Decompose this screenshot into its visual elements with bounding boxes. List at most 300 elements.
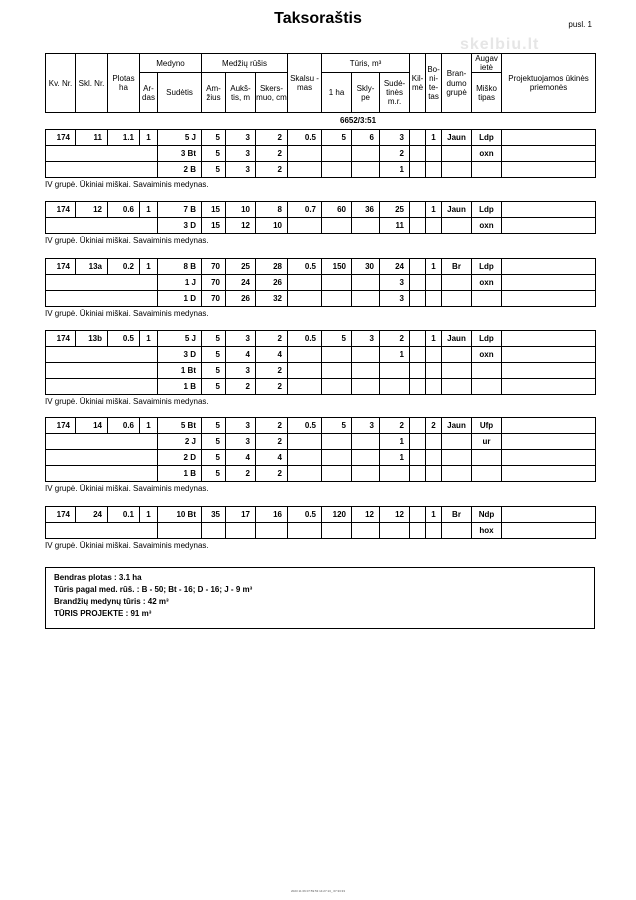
table-cell: 2	[380, 146, 410, 162]
table-cell: 3	[226, 146, 256, 162]
table-cell: 2	[256, 363, 288, 379]
summary-volume-by-species: Tūris pagal med. rūš. : B - 50; Bt - 16; D - 16; J - 9 m³	[54, 585, 253, 594]
table-cell	[322, 347, 352, 363]
header-plotas: Plotas ha	[108, 54, 140, 113]
table-cell: Jaun	[442, 418, 472, 434]
stand-table	[45, 330, 596, 395]
table-cell: 0.5	[288, 259, 322, 275]
table-cell	[442, 275, 472, 291]
table-cell	[288, 434, 322, 450]
table-cell	[426, 291, 442, 307]
table-cell: 5	[202, 347, 226, 363]
stand-table	[45, 417, 596, 482]
table-cell: 11	[76, 130, 108, 146]
table-cell: Ldp	[472, 259, 502, 275]
table-cell: 5	[202, 331, 226, 347]
table-row	[46, 218, 596, 234]
table-cell: 24	[76, 507, 108, 523]
table-cell: 2	[380, 331, 410, 347]
table-cell	[46, 162, 158, 178]
table-cell	[502, 146, 596, 162]
table-row	[46, 523, 596, 539]
table-cell	[410, 218, 426, 234]
table-cell: 5 Bt	[158, 418, 202, 434]
table-cell	[410, 523, 426, 539]
table-cell	[502, 202, 596, 218]
table-cell: 1	[380, 434, 410, 450]
table-cell	[410, 507, 426, 523]
stand-block	[45, 258, 596, 318]
table-cell	[380, 379, 410, 395]
table-cell: 12	[380, 507, 410, 523]
table-cell: 2	[226, 379, 256, 395]
table-cell: 3	[226, 363, 256, 379]
table-cell: 5	[202, 146, 226, 162]
table-cell: 1	[140, 259, 158, 275]
table-cell: 5	[202, 466, 226, 482]
table-cell: 28	[256, 259, 288, 275]
table-cell	[352, 379, 380, 395]
table-cell	[288, 466, 322, 482]
table-cell: 5	[202, 434, 226, 450]
table-cell: 1	[426, 331, 442, 347]
table-cell: 5	[202, 363, 226, 379]
table-cell: 2	[256, 162, 288, 178]
table-cell: 5	[322, 418, 352, 434]
table-row	[46, 275, 596, 291]
table-cell: 1	[140, 331, 158, 347]
table-cell	[442, 347, 472, 363]
stand-table	[45, 129, 596, 178]
table-cell	[380, 523, 410, 539]
table-cell: 1	[140, 507, 158, 523]
table-cell	[502, 450, 596, 466]
table-cell: 174	[46, 418, 76, 434]
table-cell	[410, 162, 426, 178]
table-cell	[46, 434, 158, 450]
table-cell: 4	[256, 347, 288, 363]
table-cell	[46, 347, 158, 363]
table-cell: 1	[140, 130, 158, 146]
stand-note: IV grupė. Ūkiniai miškai. Savaiminis medynas.	[45, 397, 209, 406]
table-cell: 5	[202, 379, 226, 395]
table-cell	[46, 275, 158, 291]
table-cell: 3	[380, 130, 410, 146]
table-cell	[352, 146, 380, 162]
table-cell: 0.1	[108, 507, 140, 523]
table-cell: 1 D	[158, 291, 202, 307]
table-cell: 174	[46, 259, 76, 275]
table-cell	[442, 523, 472, 539]
table-cell	[472, 291, 502, 307]
table-cell	[442, 291, 472, 307]
table-cell	[502, 466, 596, 482]
table-cell: 8 B	[158, 259, 202, 275]
table-cell	[322, 363, 352, 379]
table-cell: 17	[226, 507, 256, 523]
table-cell	[410, 259, 426, 275]
table-cell: 10	[226, 202, 256, 218]
table-cell	[410, 331, 426, 347]
table-cell	[502, 418, 596, 434]
table-cell	[288, 146, 322, 162]
table-cell	[322, 434, 352, 450]
table-cell: 5 J	[158, 331, 202, 347]
header-skersmuo: Skers- muo, cm	[256, 73, 288, 113]
table-cell: 120	[322, 507, 352, 523]
table-cell: 1.1	[108, 130, 140, 146]
table-cell: 0.6	[108, 202, 140, 218]
stand-block	[45, 129, 596, 189]
table-cell	[352, 523, 380, 539]
table-row	[46, 291, 596, 307]
table-cell	[46, 450, 158, 466]
table-cell: 13a	[76, 259, 108, 275]
table-cell: 5	[202, 162, 226, 178]
table-cell	[410, 418, 426, 434]
header-medyno: Medyno	[140, 54, 202, 73]
table-cell: 1 Bt	[158, 363, 202, 379]
header-aukstis: Aukš- tis, m	[226, 73, 256, 113]
header-sudetis: Sudėtis	[158, 73, 202, 113]
table-cell: 0.5	[288, 130, 322, 146]
header-bonitetas: Bo- ni- te- tas	[426, 54, 442, 113]
table-row	[46, 347, 596, 363]
table-cell: 15	[202, 202, 226, 218]
table-cell	[442, 379, 472, 395]
header-kv: Kv. Nr.	[46, 54, 76, 113]
stand-block	[45, 330, 596, 406]
table-cell	[46, 218, 158, 234]
table-cell: 15	[202, 218, 226, 234]
table-cell: 1	[380, 450, 410, 466]
watermark-text: skelbiu.lt	[460, 36, 540, 53]
table-cell	[442, 434, 472, 450]
table-cell	[426, 450, 442, 466]
header-augaviete: Augav ietė	[472, 54, 502, 73]
table-cell: 36	[352, 202, 380, 218]
table-cell: 3	[226, 162, 256, 178]
table-cell	[442, 146, 472, 162]
table-cell	[322, 450, 352, 466]
table-cell: Jaun	[442, 202, 472, 218]
table-cell: Br	[442, 507, 472, 523]
header-turis: Tūris, m³	[322, 54, 410, 73]
table-cell	[410, 202, 426, 218]
table-cell: hox	[472, 523, 502, 539]
stand-note: IV grupė. Ūkiniai miškai. Savaiminis medynas.	[45, 309, 209, 318]
table-cell: 0.5	[288, 331, 322, 347]
table-cell: 12	[226, 218, 256, 234]
table-cell: 3	[226, 130, 256, 146]
table-cell: 12	[76, 202, 108, 218]
table-row	[46, 379, 596, 395]
table-cell	[426, 146, 442, 162]
header-ardas: Ar- das	[140, 73, 158, 113]
table-header	[45, 53, 596, 113]
table-cell: 0.5	[108, 331, 140, 347]
table-cell	[442, 466, 472, 482]
header-skalsumas: Skalsu - mas	[288, 54, 322, 113]
table-cell	[226, 523, 256, 539]
header-1ha: 1 ha	[322, 73, 352, 113]
table-row	[46, 202, 596, 218]
table-cell	[502, 275, 596, 291]
table-cell	[426, 434, 442, 450]
table-cell: 0.7	[288, 202, 322, 218]
table-cell: 3 D	[158, 218, 202, 234]
table-cell	[502, 218, 596, 234]
table-cell	[46, 291, 158, 307]
table-cell	[352, 434, 380, 450]
table-cell	[380, 466, 410, 482]
table-cell	[442, 162, 472, 178]
header-misko-tipas: Miško tipas	[472, 73, 502, 113]
table-cell	[426, 363, 442, 379]
stand-note: IV grupė. Ūkiniai miškai. Savaiminis medynas.	[45, 484, 209, 493]
table-cell	[502, 291, 596, 307]
table-cell: 174	[46, 331, 76, 347]
table-cell	[442, 218, 472, 234]
table-cell: 1	[140, 202, 158, 218]
table-cell	[288, 218, 322, 234]
table-cell	[410, 450, 426, 466]
table-cell	[380, 363, 410, 379]
table-cell: 14	[76, 418, 108, 434]
summary-project-volume: TŪRIS PROJEKTE : 91 m³	[54, 609, 152, 618]
table-cell	[352, 275, 380, 291]
table-cell: 4	[226, 450, 256, 466]
table-cell	[322, 275, 352, 291]
table-cell: 2	[226, 466, 256, 482]
table-cell: 70	[202, 259, 226, 275]
table-cell: 3	[226, 434, 256, 450]
table-cell: 5	[202, 450, 226, 466]
table-cell	[472, 466, 502, 482]
table-cell: 1	[426, 259, 442, 275]
table-cell	[410, 146, 426, 162]
summary-box	[45, 567, 595, 629]
table-cell	[46, 379, 158, 395]
table-cell	[502, 347, 596, 363]
header-kilme: Kil- mė	[410, 54, 426, 113]
table-cell	[410, 347, 426, 363]
chapter-code: 6652/3:51	[340, 116, 377, 125]
table-cell: 3	[352, 418, 380, 434]
table-cell: 2	[256, 130, 288, 146]
table-row	[46, 418, 596, 434]
table-cell	[502, 434, 596, 450]
table-cell: 174	[46, 202, 76, 218]
table-cell	[202, 523, 226, 539]
table-cell: 5	[202, 130, 226, 146]
table-cell	[472, 162, 502, 178]
table-cell: Ldp	[472, 202, 502, 218]
table-cell: 2	[256, 331, 288, 347]
table-cell: 3	[380, 275, 410, 291]
table-cell: oxn	[472, 218, 502, 234]
table-cell	[322, 379, 352, 395]
table-cell	[288, 275, 322, 291]
table-cell: 10 Bt	[158, 507, 202, 523]
table-cell: 26	[256, 275, 288, 291]
table-cell	[352, 466, 380, 482]
table-row	[46, 146, 596, 162]
table-cell	[158, 523, 202, 539]
table-cell: 3	[226, 331, 256, 347]
table-cell: Ldp	[472, 130, 502, 146]
table-cell: 2	[256, 379, 288, 395]
table-cell	[502, 363, 596, 379]
table-cell: 1	[426, 130, 442, 146]
table-cell: 1 B	[158, 466, 202, 482]
table-cell: 3 D	[158, 347, 202, 363]
table-cell	[410, 291, 426, 307]
table-cell: 1	[380, 162, 410, 178]
table-cell: 25	[380, 202, 410, 218]
table-cell	[410, 466, 426, 482]
table-cell	[426, 162, 442, 178]
table-cell	[426, 523, 442, 539]
table-cell	[502, 507, 596, 523]
table-row	[46, 162, 596, 178]
table-row	[46, 259, 596, 275]
page-number: pusl. 1	[568, 20, 592, 29]
table-cell	[426, 275, 442, 291]
table-row	[46, 434, 596, 450]
table-cell	[502, 331, 596, 347]
table-cell	[426, 347, 442, 363]
table-cell: 35	[202, 507, 226, 523]
table-cell: 150	[322, 259, 352, 275]
header-amzius: Am- žius	[202, 73, 226, 113]
summary-mature-volume: Brandžių medynų tūris : 42 m³	[54, 597, 169, 606]
table-cell: 6	[352, 130, 380, 146]
table-cell: 26	[226, 291, 256, 307]
table-cell: 2	[256, 466, 288, 482]
table-cell: oxn	[472, 347, 502, 363]
table-cell: 2 B	[158, 162, 202, 178]
table-cell	[256, 523, 288, 539]
stand-note: IV grupė. Ūkiniai miškai. Savaiminis medynas.	[45, 180, 209, 189]
table-cell	[502, 523, 596, 539]
table-cell: 3	[380, 291, 410, 307]
table-cell: oxn	[472, 275, 502, 291]
table-cell	[288, 162, 322, 178]
table-cell	[426, 466, 442, 482]
table-cell: Jaun	[442, 130, 472, 146]
table-cell: 3	[352, 331, 380, 347]
table-cell: 24	[226, 275, 256, 291]
table-cell: Ufp	[472, 418, 502, 434]
table-cell: 5	[322, 130, 352, 146]
table-cell	[410, 434, 426, 450]
table-cell: 1	[380, 347, 410, 363]
table-cell	[322, 146, 352, 162]
table-cell: 4	[226, 347, 256, 363]
table-cell	[288, 523, 322, 539]
table-cell: 7 B	[158, 202, 202, 218]
table-cell: 0.2	[108, 259, 140, 275]
table-cell: 1	[426, 202, 442, 218]
table-cell: Ldp	[472, 331, 502, 347]
stand-block	[45, 506, 596, 550]
table-cell: 4	[256, 450, 288, 466]
table-cell	[322, 162, 352, 178]
table-cell: 12	[352, 507, 380, 523]
header-skl: Skl. Nr.	[76, 54, 108, 113]
summary-total-area: Bendras plotas : 3.1 ha	[54, 573, 142, 582]
table-cell: 32	[256, 291, 288, 307]
header-brandumo: Bran- dumo grupė	[442, 54, 472, 113]
table-cell: 70	[202, 275, 226, 291]
table-cell: Ndp	[472, 507, 502, 523]
table-cell	[442, 450, 472, 466]
table-cell	[322, 466, 352, 482]
table-cell: 0.6	[108, 418, 140, 434]
table-cell	[322, 218, 352, 234]
table-cell	[288, 347, 322, 363]
table-cell	[410, 275, 426, 291]
table-cell: 1	[426, 507, 442, 523]
table-cell: 8	[256, 202, 288, 218]
table-cell	[502, 259, 596, 275]
table-cell: 70	[202, 291, 226, 307]
table-cell	[352, 218, 380, 234]
stand-block	[45, 201, 596, 245]
table-cell	[322, 291, 352, 307]
header-medziu-rusis: Medžių rūšis	[202, 54, 288, 73]
table-cell: 174	[46, 507, 76, 523]
table-cell	[426, 218, 442, 234]
table-cell	[288, 363, 322, 379]
table-row	[46, 130, 596, 146]
table-cell: 5	[202, 418, 226, 434]
table-cell	[352, 363, 380, 379]
header-sudetines: Sudė- tinės m.r.	[380, 73, 410, 113]
table-cell	[288, 450, 322, 466]
stand-table	[45, 506, 596, 539]
table-cell	[410, 363, 426, 379]
table-cell: 24	[380, 259, 410, 275]
table-cell: 2	[256, 146, 288, 162]
table-cell	[352, 291, 380, 307]
stand-table	[45, 201, 596, 234]
table-row	[46, 331, 596, 347]
stand-block	[45, 417, 596, 493]
table-cell	[502, 379, 596, 395]
table-cell	[472, 363, 502, 379]
table-cell	[46, 523, 158, 539]
document-title: Taksoraštis	[274, 10, 362, 27]
table-cell: 0.5	[288, 418, 322, 434]
table-cell: 30	[352, 259, 380, 275]
table-cell: 3 Bt	[158, 146, 202, 162]
footer-timestamp: 2023 11 06 07:59:53 14:27:13_ 07:33:33	[291, 889, 345, 893]
table-cell	[46, 466, 158, 482]
table-cell	[472, 379, 502, 395]
table-cell	[442, 363, 472, 379]
table-cell	[288, 379, 322, 395]
table-cell: 1	[140, 418, 158, 434]
table-row	[46, 466, 596, 482]
table-cell: 2	[426, 418, 442, 434]
table-cell	[410, 379, 426, 395]
table-cell: 174	[46, 130, 76, 146]
table-cell: 25	[226, 259, 256, 275]
table-cell: 60	[322, 202, 352, 218]
table-cell: 11	[380, 218, 410, 234]
